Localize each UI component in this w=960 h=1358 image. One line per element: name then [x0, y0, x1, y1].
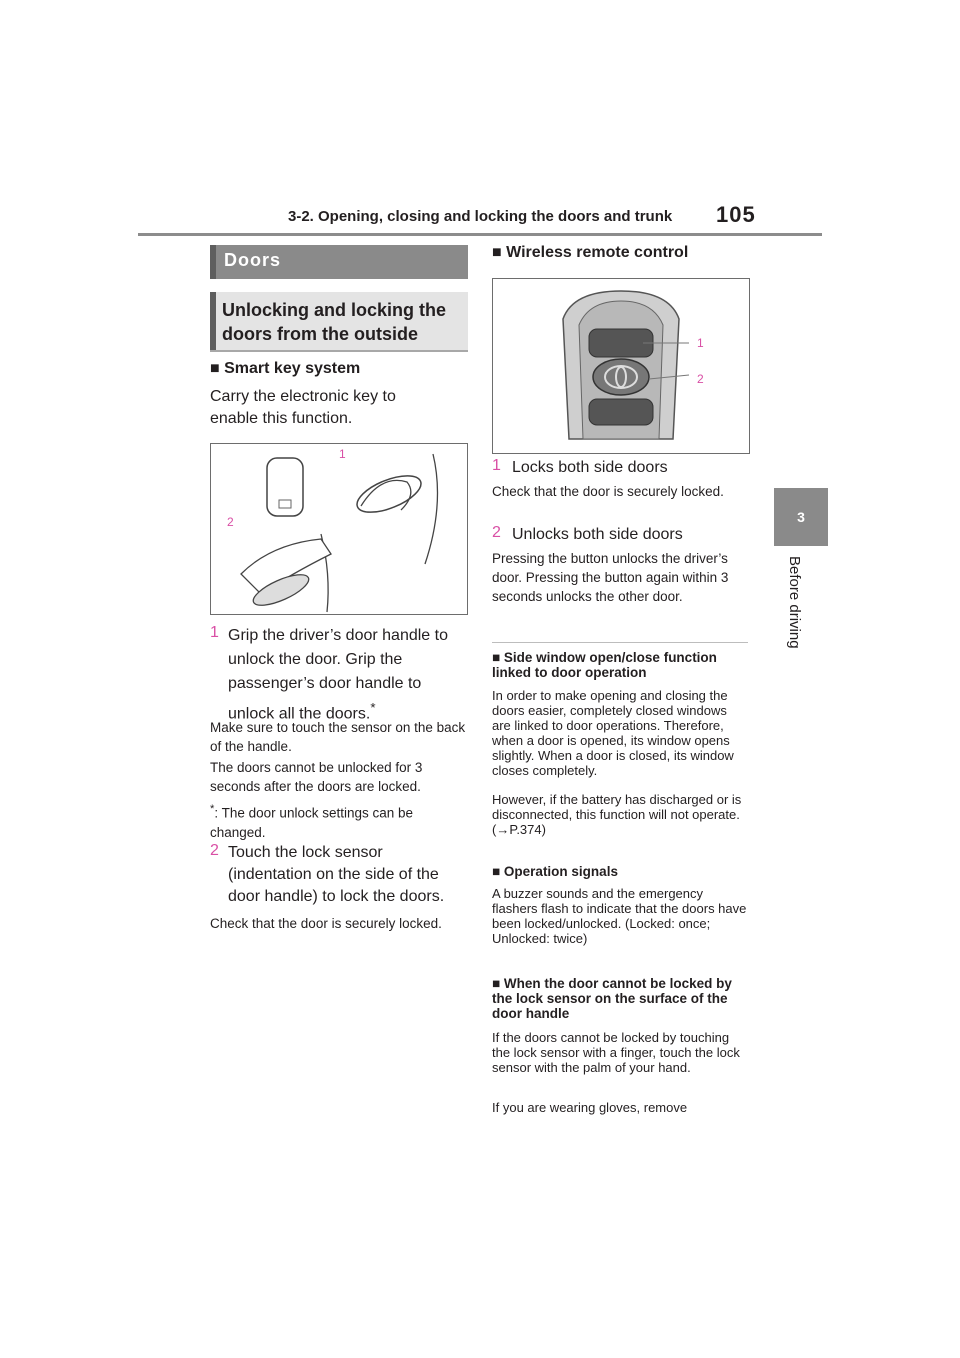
- paragraph: In order to make opening and closing the doors easier, completely closed windows are linked to door operations. Therefore, when a door is opened, its window opens slightly. When a door is closed, its window closes completely.: [492, 688, 734, 778]
- wireless-heading: ■ Wireless remote control: [492, 244, 689, 261]
- running-header: 3-2. Opening, closing and locking the doors and trunk: [288, 208, 673, 225]
- step-text: Touch the lock sensor (indentation on the side of the door handle) to lock the doors.: [228, 844, 445, 905]
- header-rule: [138, 233, 822, 236]
- paragraph: A buzzer sounds and the emergency flashers flash to indicate that the doors have been locked/unlocked. (Locked: once; Unlocked: twice): [492, 886, 747, 946]
- smart-key-fob-icon: [267, 458, 303, 516]
- remote-illustration: [493, 279, 749, 453]
- paragraph: If you are wearing gloves, remove: [492, 1100, 688, 1115]
- side-window-heading: ■ Side window open/close function linked to door operation: [492, 650, 717, 680]
- step-note: The doors cannot be unlocked for 3 seconds after the doors are locked.: [210, 760, 423, 794]
- smart-key-illustration: [211, 444, 467, 614]
- remote-figure: [492, 278, 750, 454]
- square-bullet-icon: ■: [492, 244, 502, 261]
- step-number: 2: [492, 524, 501, 541]
- subsection-heading: Unlocking and locking the doors from the outside: [222, 300, 447, 344]
- step-text: Locks both side doors: [512, 459, 668, 476]
- paragraph: If the doors cannot be locked by touching the lock sensor with a finger, touch the lock sensor with the palm of your hand.: [492, 1030, 740, 1075]
- step-number: 1: [492, 457, 501, 474]
- door-handle-icon: [352, 468, 426, 519]
- step-text: Grip the driver’s door handle to unlock the door. Grip the passenger’s door handle to unlock all the doors.*: [228, 627, 448, 723]
- smart-key-heading: ■ Smart key system: [210, 360, 361, 377]
- square-bullet-icon: ■: [492, 864, 501, 879]
- figure-callout-2: 2: [227, 515, 234, 529]
- step-number: 2: [210, 842, 219, 859]
- divider: [492, 642, 748, 643]
- chapter-tab: 3: [774, 488, 828, 546]
- step-note: Check that the door is securely locked.: [492, 484, 724, 499]
- unlock-button-icon: [593, 359, 649, 395]
- step-note: Pressing the button unlocks the driver’s door. Pressing the button again within 3 seconds unlocks the other door.: [492, 551, 729, 604]
- figure-callout-1: 1: [339, 447, 346, 461]
- cannot-lock-heading: ■ When the door cannot be locked by the lock sensor on the surface of the door handle: [492, 976, 732, 1021]
- step-note: Check that the door is securely locked.: [210, 916, 442, 931]
- operation-heading: ■ Operation signals: [492, 864, 618, 879]
- step-text: Unlocks both side doors: [512, 526, 683, 543]
- section-heading-accent: [210, 245, 216, 279]
- paragraph: However, if the battery has discharged or is disconnected, this function will not operate. (→P.374): [492, 792, 742, 837]
- square-bullet-icon: ■: [492, 650, 501, 665]
- figure-callout-1: 1: [697, 336, 704, 350]
- square-bullet-icon: ■: [210, 360, 220, 377]
- section-heading: Doors: [224, 250, 282, 270]
- chapter-label: Before driving: [786, 556, 803, 649]
- square-bullet-icon: ■: [492, 976, 501, 991]
- trunk-button-icon: [589, 399, 653, 425]
- smart-key-intro: Carry the electronic key to enable this function.: [210, 388, 396, 427]
- smart-key-figure: [210, 443, 468, 615]
- figure-callout-2: 2: [697, 372, 704, 386]
- footnote: *: The door unlock settings can be changed.: [210, 803, 414, 840]
- page-number: 105: [716, 202, 756, 227]
- step-note: Make sure to touch the sensor on the back of the handle.: [210, 720, 466, 754]
- step-number: 1: [210, 624, 219, 641]
- subsection-accent: [210, 292, 216, 350]
